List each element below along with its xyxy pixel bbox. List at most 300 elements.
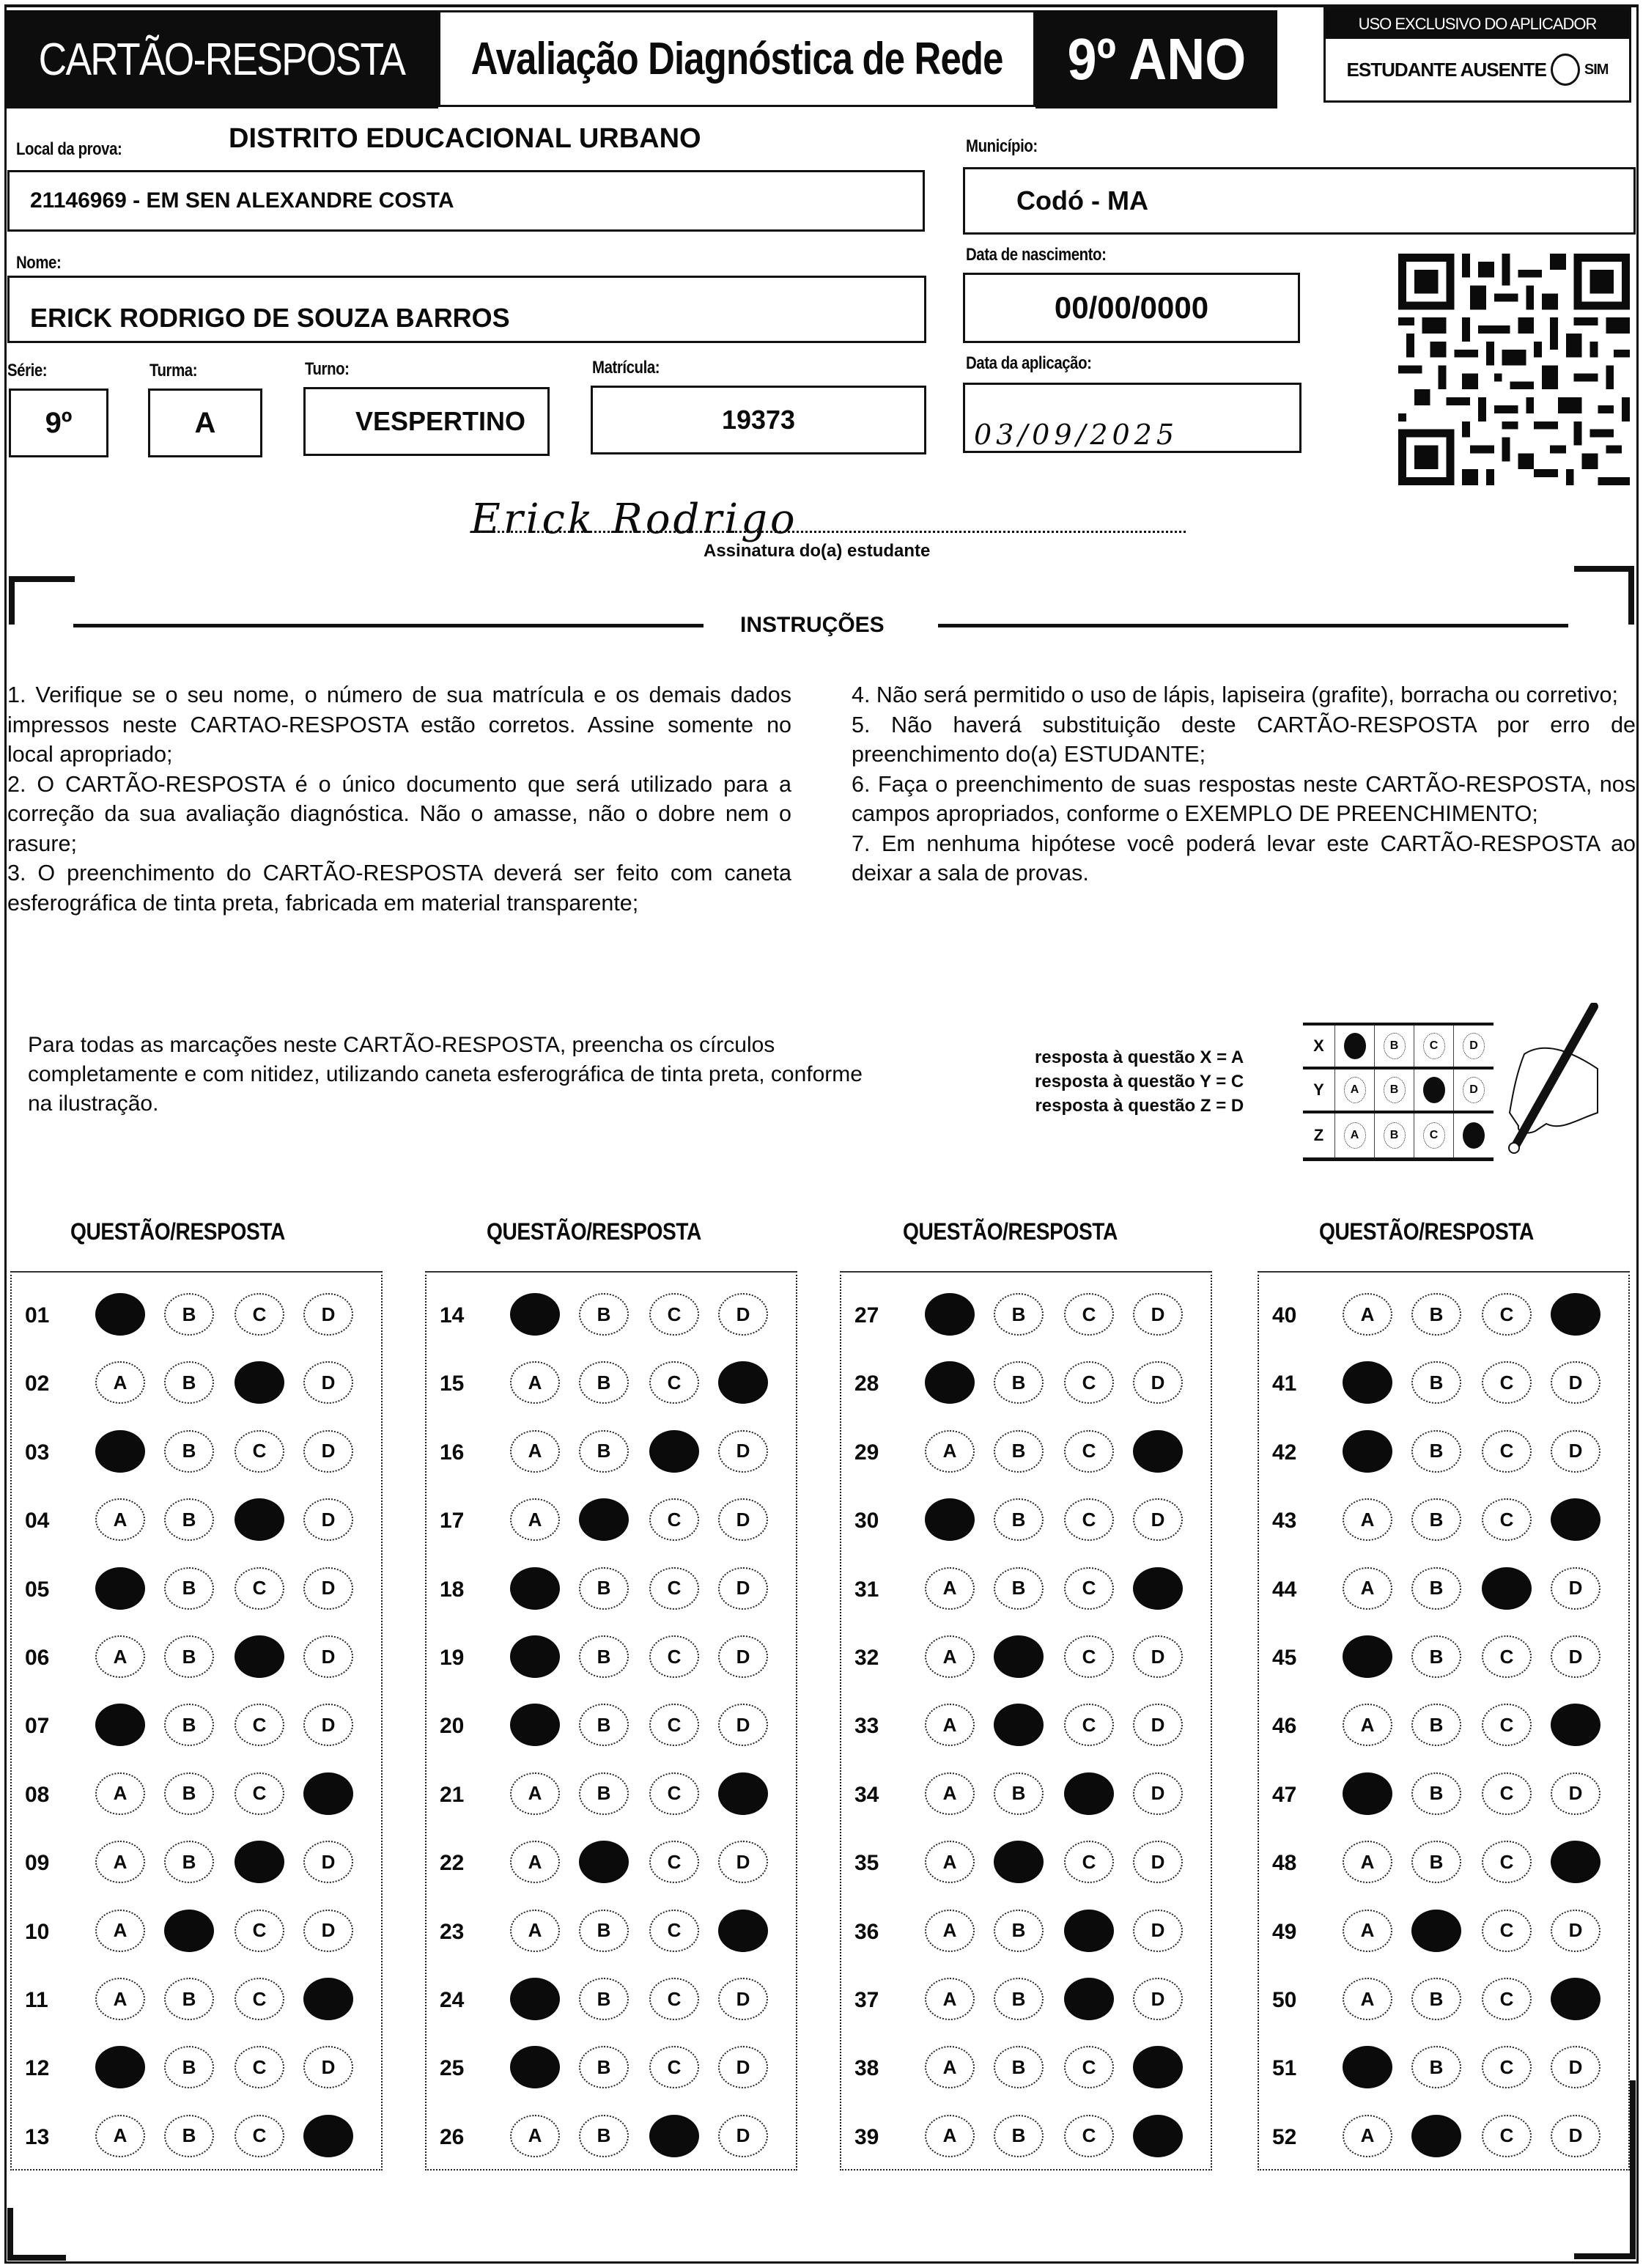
answer-bubble-b[interactable]: B — [164, 2046, 214, 2088]
answer-row — [1259, 1978, 1628, 2022]
answer-bubble-a[interactable]: A — [95, 1498, 145, 1541]
answer-bubble-b[interactable]: B — [994, 1498, 1044, 1541]
answer-bubble-c[interactable]: C — [649, 1772, 699, 1815]
answer-bubble-a[interactable] — [510, 1635, 560, 1678]
answer-bubble-c[interactable]: C — [1482, 1361, 1532, 1404]
answer-bubble-c[interactable]: C — [1482, 2115, 1532, 2157]
answer-bubble-d[interactable] — [1551, 1841, 1600, 1883]
answer-bubble-b[interactable] — [994, 1704, 1044, 1746]
student-signature[interactable]: Erick Rodrigo — [470, 496, 798, 543]
answer-bubble-b[interactable] — [1411, 1910, 1461, 1952]
example-bubble-b: B — [1384, 1122, 1406, 1149]
grade-year — [1035, 10, 1277, 108]
question-number: 28 — [854, 1372, 879, 1396]
answer-bubble-d[interactable]: D — [303, 1293, 353, 1336]
answer-bubble-a[interactable] — [1343, 1772, 1392, 1815]
answer-bubble-c[interactable]: C — [1482, 1772, 1532, 1815]
answer-bubble-b[interactable]: B — [1411, 1772, 1461, 1815]
answer-row — [841, 1293, 1211, 1337]
answer-bubble-c[interactable]: C — [235, 1772, 284, 1815]
answer-bubble-a[interactable]: A — [925, 1772, 975, 1815]
answer-bubble-a[interactable] — [925, 1361, 975, 1404]
answer-bubble-b[interactable]: B — [1411, 1361, 1461, 1404]
answer-bubble-d[interactable]: D — [303, 1704, 353, 1746]
example-q-y: Y — [1303, 1069, 1335, 1111]
answer-bubble-c[interactable]: C — [1482, 1293, 1532, 1336]
answer-bubble-b[interactable]: B — [579, 1910, 629, 1952]
answer-bubble-d[interactable]: D — [718, 2115, 768, 2157]
answer-bubble-b[interactable]: B — [579, 1361, 629, 1404]
answer-bubble-a[interactable] — [510, 1567, 560, 1610]
question-number: 38 — [854, 2056, 879, 2081]
answer-bubble-d[interactable]: D — [1551, 1772, 1600, 1815]
answer-bubble-d[interactable] — [303, 2115, 353, 2157]
answer-bubble-a[interactable]: A — [925, 1704, 975, 1746]
answers-column-2 — [425, 1271, 797, 2171]
answer-bubble-d[interactable] — [1551, 1704, 1600, 1746]
answer-bubble-c[interactable]: C — [649, 1498, 699, 1541]
answer-bubble-d[interactable]: D — [1551, 2046, 1600, 2088]
answer-row — [841, 1361, 1211, 1405]
question-number: 25 — [440, 2056, 465, 2081]
answer-bubble-b[interactable]: B — [579, 1567, 629, 1610]
application-date-field[interactable] — [963, 383, 1302, 453]
example-legend-z: resposta à questão Z = D — [1035, 1096, 1244, 1116]
example-bubble-filled — [1344, 1033, 1366, 1059]
answer-bubble-d[interactable]: D — [1133, 1772, 1183, 1815]
answer-bubble-c[interactable]: C — [1482, 1978, 1532, 2020]
answer-bubble-a[interactable]: A — [95, 2115, 145, 2157]
question-number: 12 — [25, 2056, 50, 2081]
answer-bubble-d[interactable]: D — [1133, 1361, 1183, 1404]
answer-bubble-b[interactable] — [164, 1910, 214, 1952]
answer-bubble-c[interactable]: C — [235, 1910, 284, 1952]
municipio-value: Codó - MA — [1016, 185, 1148, 216]
answer-bubble-d[interactable] — [1551, 1293, 1600, 1336]
municipio-label: Município: — [966, 136, 1038, 156]
answer-row — [1259, 1772, 1628, 1816]
answer-row — [841, 1567, 1211, 1611]
answer-bubble-b[interactable]: B — [579, 1293, 629, 1336]
answer-bubble-d[interactable]: D — [1551, 1567, 1600, 1610]
answer-row — [427, 1567, 796, 1611]
answer-bubble-d[interactable]: D — [718, 1498, 768, 1541]
answer-bubble-a[interactable] — [95, 1567, 145, 1610]
answer-bubble-a[interactable] — [1343, 1430, 1392, 1473]
signature-line — [475, 531, 1186, 533]
answer-bubble-b[interactable]: B — [164, 1361, 214, 1404]
answer-bubble-a[interactable] — [510, 1293, 560, 1336]
answer-bubble-d[interactable] — [1551, 1978, 1600, 2020]
answer-bubble-a[interactable]: A — [510, 1361, 560, 1404]
answer-bubble-a[interactable]: A — [95, 1772, 145, 1815]
answer-bubble-a[interactable] — [95, 2046, 145, 2088]
answer-bubble-c[interactable]: C — [235, 1293, 284, 1336]
qr-code-icon — [1398, 253, 1630, 486]
question-number: 47 — [1272, 1782, 1297, 1807]
answer-bubble-c[interactable]: C — [1064, 2046, 1114, 2088]
answer-bubble-b[interactable]: B — [994, 1910, 1044, 1952]
answer-row — [1259, 1635, 1628, 1679]
answer-bubble-b[interactable]: B — [164, 1841, 214, 1883]
answer-bubble-c[interactable]: C — [1482, 1704, 1532, 1746]
answer-bubble-d[interactable]: D — [303, 1430, 353, 1473]
answer-bubble-c[interactable]: C — [1064, 1293, 1114, 1336]
answer-bubble-a[interactable]: A — [1343, 1704, 1392, 1746]
answer-row — [841, 1841, 1211, 1885]
answer-bubble-b[interactable] — [994, 1635, 1044, 1678]
question-number: 08 — [25, 1782, 50, 1807]
answer-bubble-b[interactable]: B — [579, 1978, 629, 2020]
answer-bubble-b[interactable]: B — [994, 1978, 1044, 2020]
answer-bubble-b[interactable]: B — [1411, 1293, 1461, 1336]
question-number: 50 — [1272, 1988, 1297, 2012]
answer-bubble-d[interactable]: D — [718, 2046, 768, 2088]
answer-bubble-c[interactable] — [235, 1498, 284, 1541]
card-label-text: CARTÃO-RESPOSTA — [38, 34, 405, 85]
corner-mark-bottom-left-v — [7, 2208, 13, 2261]
answer-row — [1259, 2046, 1628, 2090]
answer-row — [12, 1704, 381, 1748]
answer-bubble-a[interactable]: A — [925, 1978, 975, 2020]
question-number: 16 — [440, 1440, 465, 1465]
answer-bubble-d[interactable]: D — [1551, 2115, 1600, 2157]
answer-bubble-a[interactable]: A — [95, 1635, 145, 1678]
birth-field — [963, 273, 1300, 343]
answer-bubble-d[interactable] — [1133, 1430, 1183, 1473]
answer-bubble-a[interactable]: A — [925, 1910, 975, 1952]
answers-column-3 — [840, 1271, 1212, 2171]
answer-bubble-c[interactable]: C — [1482, 1841, 1532, 1883]
answer-bubble-a[interactable] — [1343, 1635, 1392, 1678]
answer-bubble-c[interactable]: C — [649, 1635, 699, 1678]
answer-bubble-c[interactable] — [1064, 1910, 1114, 1952]
answer-bubble-d[interactable]: D — [303, 2046, 353, 2088]
question-number: 18 — [440, 1577, 465, 1602]
hand-pen-icon — [1495, 1003, 1605, 1171]
question-number: 15 — [440, 1372, 465, 1396]
answer-row — [427, 1704, 796, 1748]
answer-bubble-c[interactable]: C — [1482, 1910, 1532, 1952]
answer-bubble-a[interactable]: A — [510, 1430, 560, 1473]
answer-bubble-d[interactable]: D — [1133, 1498, 1183, 1541]
answer-bubble-c[interactable] — [235, 1361, 284, 1404]
answer-bubble-d[interactable] — [718, 1910, 768, 1952]
question-number: 02 — [25, 1372, 50, 1396]
answer-bubble-c[interactable]: C — [1064, 1567, 1114, 1610]
example-row-y — [1303, 1069, 1494, 1113]
name-label: Nome: — [16, 253, 62, 273]
answer-bubble-c[interactable]: C — [235, 1567, 284, 1610]
answer-bubble-d[interactable] — [718, 1772, 768, 1815]
district-name: DISTRITO EDUCACIONAL URBANO — [229, 123, 701, 154]
answer-bubble-b[interactable]: B — [994, 1430, 1044, 1473]
answer-row — [12, 1361, 381, 1405]
answer-bubble-d[interactable]: D — [303, 1841, 353, 1883]
answer-bubble-d[interactable]: D — [303, 1635, 353, 1678]
question-number: 40 — [1272, 1303, 1297, 1328]
answer-bubble-d[interactable]: D — [1551, 1361, 1600, 1404]
answer-row — [12, 1978, 381, 2022]
answer-bubble-c[interactable]: C — [1064, 1704, 1114, 1746]
answer-bubble-d[interactable]: D — [718, 1293, 768, 1336]
answer-row — [12, 1910, 381, 1954]
answer-bubble-c[interactable]: C — [649, 1293, 699, 1336]
answer-bubble-c[interactable]: C — [235, 2115, 284, 2157]
answer-bubble-d[interactable]: D — [1133, 1293, 1183, 1336]
answer-bubble-d[interactable]: D — [1133, 1978, 1183, 2020]
answer-bubble-a[interactable]: A — [1343, 1841, 1392, 1883]
question-number: 33 — [854, 1714, 879, 1739]
answer-bubble-a[interactable]: A — [95, 1978, 145, 2020]
question-number: 35 — [854, 1851, 879, 1876]
answer-bubble-c[interactable] — [1064, 1978, 1114, 2020]
question-number: 24 — [440, 1988, 465, 2012]
answer-bubble-a[interactable] — [510, 1704, 560, 1746]
answer-bubble-b[interactable]: B — [579, 1635, 629, 1678]
answer-bubble-b[interactable]: B — [994, 1293, 1044, 1336]
answer-bubble-a[interactable]: A — [1343, 1910, 1392, 1952]
answer-row — [12, 1498, 381, 1542]
answer-bubble-d[interactable] — [303, 1978, 353, 2020]
example-bubble-c: C — [1423, 1122, 1445, 1149]
question-number: 19 — [440, 1646, 465, 1670]
answer-bubble-c[interactable]: C — [1064, 1430, 1114, 1473]
absent-bubble[interactable] — [1551, 54, 1580, 86]
answer-bubble-a[interactable]: A — [95, 1841, 145, 1883]
answer-bubble-b[interactable]: B — [164, 1978, 214, 2020]
answers-column-4 — [1258, 1271, 1630, 2171]
answer-bubble-c[interactable]: C — [1064, 1498, 1114, 1541]
answer-bubble-b[interactable]: B — [579, 1704, 629, 1746]
answer-bubble-c[interactable]: C — [649, 1704, 699, 1746]
answer-bubble-b[interactable]: B — [1411, 1498, 1461, 1541]
answer-bubble-d[interactable] — [1133, 2046, 1183, 2088]
answer-bubble-b[interactable]: B — [1411, 1704, 1461, 1746]
answer-bubble-b[interactable]: B — [1411, 1978, 1461, 2020]
answer-bubble-a[interactable]: A — [925, 1567, 975, 1610]
answer-bubble-d[interactable]: D — [1133, 1910, 1183, 1952]
answer-bubble-a[interactable] — [510, 1978, 560, 2020]
example-bubble-b: B — [1384, 1033, 1406, 1059]
answer-bubble-b[interactable] — [994, 1841, 1044, 1883]
answer-bubble-c[interactable] — [649, 1430, 699, 1473]
answer-bubble-d[interactable]: D — [718, 1704, 768, 1746]
answer-bubble-a[interactable] — [95, 1430, 145, 1473]
answer-bubble-a[interactable] — [925, 1293, 975, 1336]
answer-bubble-b[interactable]: B — [579, 2115, 629, 2157]
answer-bubble-b[interactable] — [579, 1841, 629, 1883]
answer-bubble-a[interactable]: A — [925, 1841, 975, 1883]
answer-bubble-d[interactable]: D — [1551, 1910, 1600, 1952]
question-number: 45 — [1272, 1646, 1297, 1670]
answer-bubble-b[interactable]: B — [164, 1567, 214, 1610]
answer-bubble-d[interactable]: D — [718, 1635, 768, 1678]
answer-row — [841, 1430, 1211, 1474]
answer-bubble-c[interactable]: C — [235, 2046, 284, 2088]
question-number: 46 — [1272, 1714, 1297, 1739]
answer-bubble-b[interactable] — [579, 1498, 629, 1541]
answer-bubble-c[interactable]: C — [649, 1361, 699, 1404]
answer-row — [12, 1430, 381, 1474]
answer-bubble-d[interactable]: D — [1133, 1704, 1183, 1746]
answer-bubble-d[interactable] — [718, 1361, 768, 1404]
answer-bubble-b[interactable]: B — [164, 1635, 214, 1678]
answer-bubble-b[interactable]: B — [164, 1772, 214, 1815]
answer-bubble-b[interactable]: B — [164, 2115, 214, 2157]
answer-bubble-c[interactable]: C — [1482, 1635, 1532, 1678]
example-q-z: Z — [1303, 1113, 1335, 1157]
question-number: 37 — [854, 1988, 879, 2012]
answer-bubble-b[interactable]: B — [994, 1567, 1044, 1610]
answer-bubble-d[interactable]: D — [718, 1567, 768, 1610]
answer-bubble-a[interactable]: A — [925, 1635, 975, 1678]
answer-bubble-b[interactable]: B — [994, 2046, 1044, 2088]
answer-bubble-d[interactable] — [1551, 1498, 1600, 1541]
answer-bubble-a[interactable]: A — [1343, 1498, 1392, 1541]
answer-bubble-c[interactable]: C — [649, 1841, 699, 1883]
answer-bubble-c[interactable] — [235, 1635, 284, 1678]
answer-bubble-c[interactable]: C — [649, 1978, 699, 2020]
answer-bubble-a[interactable]: A — [510, 1841, 560, 1883]
answer-bubble-a[interactable]: A — [925, 2115, 975, 2157]
question-number: 11 — [25, 1988, 48, 2012]
answer-bubble-c[interactable]: C — [649, 2046, 699, 2088]
answer-bubble-b[interactable]: B — [579, 1430, 629, 1473]
answer-bubble-d[interactable]: D — [718, 1430, 768, 1473]
answer-bubble-c[interactable]: C — [1482, 2046, 1532, 2088]
question-number: 05 — [25, 1577, 50, 1602]
answer-bubble-d[interactable]: D — [303, 1910, 353, 1952]
answer-bubble-c[interactable] — [235, 1841, 284, 1883]
answer-bubble-c[interactable]: C — [235, 1704, 284, 1746]
answer-row — [427, 1361, 796, 1405]
answer-bubble-c[interactable]: C — [649, 1910, 699, 1952]
answer-bubble-a[interactable]: A — [925, 2046, 975, 2088]
answer-bubble-c[interactable]: C — [1064, 1361, 1114, 1404]
answer-bubble-c[interactable]: C — [1482, 1498, 1532, 1541]
answer-bubble-b[interactable]: B — [1411, 1430, 1461, 1473]
answer-bubble-a[interactable] — [1343, 1361, 1392, 1404]
answer-bubble-a[interactable] — [95, 1293, 145, 1336]
answer-bubble-c[interactable]: C — [649, 1567, 699, 1610]
answer-bubble-b[interactable]: B — [1411, 1841, 1461, 1883]
answer-bubble-d[interactable] — [303, 1772, 353, 1815]
corner-mark-bottom-right — [1574, 2253, 1636, 2259]
answer-bubble-b[interactable] — [1411, 2115, 1461, 2157]
answer-row — [841, 2046, 1211, 2090]
answer-bubble-a[interactable]: A — [510, 1498, 560, 1541]
answer-bubble-c[interactable] — [1482, 1567, 1532, 1610]
answer-bubble-b[interactable]: B — [994, 2115, 1044, 2157]
answer-bubble-c[interactable]: C — [1064, 1635, 1114, 1678]
answer-bubble-b[interactable]: B — [994, 1772, 1044, 1815]
answer-row — [1259, 2115, 1628, 2159]
answer-bubble-d[interactable]: D — [1133, 1841, 1183, 1883]
answer-bubble-a[interactable]: A — [95, 1361, 145, 1404]
answer-bubble-a[interactable] — [95, 1704, 145, 1746]
grade-year-text: 9º ANO — [1067, 26, 1246, 92]
answer-bubble-a[interactable]: A — [95, 1910, 145, 1952]
answer-row — [841, 1910, 1211, 1954]
answer-bubble-a[interactable] — [1343, 2046, 1392, 2088]
answer-bubble-d[interactable]: D — [1133, 1635, 1183, 1678]
answer-bubble-c[interactable] — [649, 2115, 699, 2157]
answer-bubble-b[interactable]: B — [164, 1704, 214, 1746]
answer-bubble-c[interactable]: C — [1064, 1841, 1114, 1883]
answer-row — [427, 1841, 796, 1885]
instruction-6: 6. Faça o preenchimento de suas respostas neste CARTÃO-RESPOSTA, nos campos apropriados, conforme o EXEMPLO DE PREENCHIMENTO; — [852, 771, 1636, 826]
answer-bubble-d[interactable]: D — [303, 1567, 353, 1610]
answer-bubble-b[interactable]: B — [1411, 1567, 1461, 1610]
answer-bubble-c[interactable]: C — [1064, 2115, 1114, 2157]
answer-bubble-b[interactable]: B — [579, 1772, 629, 1815]
answer-row — [427, 1978, 796, 2022]
local-label: Local da prova: — [16, 139, 122, 159]
answer-bubble-b[interactable]: B — [164, 1293, 214, 1336]
answer-bubble-d[interactable]: D — [1551, 1430, 1600, 1473]
answers-column-title-4: QUESTÃO/RESPOSTA — [1319, 1218, 1534, 1245]
signature-caption: Assinatura do(a) estudante — [704, 541, 931, 561]
answer-bubble-a[interactable]: A — [1343, 1567, 1392, 1610]
answer-bubble-c[interactable] — [1064, 1772, 1114, 1815]
answer-bubble-d[interactable]: D — [1551, 1635, 1600, 1678]
answer-bubble-a[interactable]: A — [1343, 1978, 1392, 2020]
answer-bubble-d[interactable]: D — [718, 1841, 768, 1883]
answer-row — [12, 1841, 381, 1885]
answer-bubble-d[interactable]: D — [718, 1978, 768, 2020]
answer-bubble-d[interactable]: D — [303, 1498, 353, 1541]
answer-bubble-b[interactable]: B — [164, 1430, 214, 1473]
answer-bubble-a[interactable]: A — [510, 1772, 560, 1815]
answer-row — [1259, 1498, 1628, 1542]
answer-bubble-b[interactable]: B — [1411, 2046, 1461, 2088]
answer-bubble-d[interactable] — [1133, 2115, 1183, 2157]
answer-bubble-a[interactable]: A — [510, 1910, 560, 1952]
answer-row — [427, 1498, 796, 1542]
answer-bubble-a[interactable]: A — [510, 2115, 560, 2157]
question-number: 01 — [25, 1303, 50, 1328]
answer-bubble-a[interactable] — [510, 2046, 560, 2088]
birth-value: 00/00/0000 — [1054, 290, 1209, 325]
answer-bubble-a[interactable]: A — [1343, 1293, 1392, 1336]
answer-bubble-b[interactable]: B — [1411, 1635, 1461, 1678]
question-number: 17 — [440, 1509, 465, 1534]
answer-bubble-a[interactable] — [925, 1498, 975, 1541]
answer-bubble-b[interactable]: B — [579, 2046, 629, 2088]
answer-bubble-b[interactable]: B — [994, 1361, 1044, 1404]
answer-bubble-a[interactable]: A — [1343, 2115, 1392, 2157]
answer-bubble-a[interactable]: A — [925, 1430, 975, 1473]
answer-bubble-c[interactable]: C — [235, 1430, 284, 1473]
school-value: 21146969 - EM SEN ALEXANDRE COSTA — [30, 188, 454, 213]
answer-bubble-c[interactable]: C — [1482, 1430, 1532, 1473]
answers-column-title-3: QUESTÃO/RESPOSTA — [903, 1218, 1118, 1245]
answer-row — [841, 1704, 1211, 1748]
example-bubble-b: B — [1384, 1077, 1406, 1103]
answer-bubble-d[interactable] — [1133, 1567, 1183, 1610]
answer-bubble-d[interactable]: D — [303, 1361, 353, 1404]
name-value: ERICK RODRIGO DE SOUZA BARROS — [30, 303, 510, 333]
answer-bubble-b[interactable]: B — [164, 1498, 214, 1541]
example-bubble-a: A — [1344, 1122, 1366, 1149]
corner-mark-top-left — [9, 576, 75, 582]
answer-row — [427, 2046, 796, 2090]
instruction-1: 1. Verifique se o seu nome, o número de sua matrícula e os demais dados impressos neste CARTAO-RESPOSTA estão corretos. Assine somente no local apropriado; — [7, 682, 791, 767]
corner-mark-top-left-v — [9, 576, 15, 625]
answer-row — [1259, 1293, 1628, 1337]
answer-bubble-c[interactable]: C — [235, 1978, 284, 2020]
